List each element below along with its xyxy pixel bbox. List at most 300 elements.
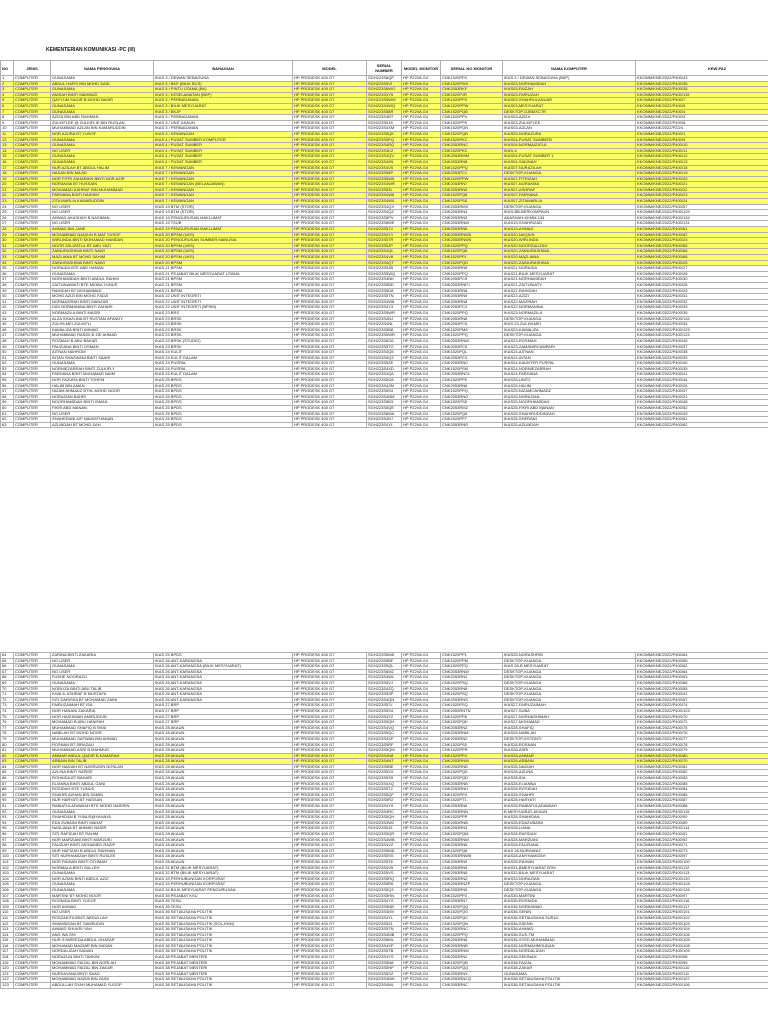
cell-kew-pa2: KKOMM/KNE/2022/P400/52 — [636, 406, 768, 412]
cell-kew-pa2: KKOMM/KNE/2022/P400/32 — [636, 299, 768, 305]
cell-no: 101 — [1, 859, 14, 865]
cell-serial-number: SGH223S4WR — [367, 182, 402, 188]
table-row — [1, 176, 768, 182]
cell-bahagian: IKAS 34 PERHUBUNGAN KORPORAT — [154, 882, 293, 888]
cell-kew-pa2: KKOMM/KNE/2022/P400/101 — [636, 910, 768, 916]
cell-no: 78 — [1, 731, 14, 737]
cell-jenis: COMPUTER — [14, 98, 51, 104]
cell-serial-number: SGH223S5TN — [367, 927, 402, 933]
cell-jenis: COMPUTER — [14, 949, 51, 955]
cell-no: 70 — [1, 686, 14, 692]
col-jenis: JENIS — [14, 61, 51, 76]
cell-model-monitor: HP P22VA G4 — [402, 137, 441, 143]
cell-bahagian: IKAS 26 ANT-KARANGSA — [154, 686, 293, 692]
cell-kew-pa2: KKOMM/KNE/2022/P400/108 — [636, 943, 768, 949]
cell-kew-pa2: KKOMM/KNE/2022/P400/80 — [636, 753, 768, 759]
cell-bahagian: IKAS 21 BPSM — [154, 266, 293, 272]
cell-model: HP PRODESK 400 G7 — [293, 837, 367, 843]
table-body-2 — [1, 653, 768, 989]
cell-kew-pa2: KKOMM/KNE/2022/P400/27 — [636, 266, 768, 272]
cell-model: HP PRODESK 400 G7 — [293, 282, 367, 288]
table-row — [1, 316, 768, 322]
cell-no: 105 — [1, 882, 14, 888]
cell-serial-no-monitor: CNK2053PC5 — [441, 344, 503, 350]
cell-bahagian: IKAS 28 AKAUN — [154, 731, 293, 737]
cell-serial-number: SGH223S53L — [367, 187, 402, 193]
cell-no: 69 — [1, 680, 14, 686]
cell-model: HP PRODESK 400 G7 — [293, 422, 367, 428]
cell-jenis: COMPUTER — [14, 131, 51, 137]
cell-nama-komputer: IKAS25-NORAZIAN — [503, 394, 636, 400]
cell-kew-pa2: KKOMM/KNE/2022/P400/33 — [636, 305, 768, 311]
cell-model: HP PRODESK 400 G7 — [293, 938, 367, 944]
cell-jenis: COMPUTER — [14, 176, 51, 182]
cell-nama-komputer: IKAS25-NOORHAMIDAH — [503, 400, 636, 406]
cell-kew-pa2: KKOMM/KNE/2022/P400/97 — [636, 893, 768, 899]
cell-jenis: COMPUTER — [14, 210, 51, 216]
cell-bahagian: IKAS 28 AKAUN — [154, 753, 293, 759]
cell-nama-komputer: IKAS22-AZIZI — [503, 294, 636, 300]
cell-serial-no-monitor: CNK2053RN6 — [441, 843, 503, 849]
cell-model: HP PRODESK 400 G7 — [293, 120, 367, 126]
cell-model: HP PRODESK 400 G7 — [293, 361, 367, 367]
cell-bahagian: IKAS 3 / PERBADANAN — [154, 98, 293, 104]
cell-serial-number: SGH223S6M2 — [367, 669, 402, 675]
cell-model-monitor: HP P22VA G4 — [402, 770, 441, 776]
cell-nama-pengguna: MUHAMMAD ASRI B MAHMUD — [51, 748, 154, 754]
cell-nama-pengguna: MAZLIANA BT MOHD SAHIM — [51, 255, 154, 261]
cell-jenis: COMPUTER — [14, 669, 51, 675]
cell-jenis: COMPUTER — [14, 422, 51, 428]
cell-model: HP PRODESK 400 G7 — [293, 165, 367, 171]
cell-nama-pengguna: GUNASAMA — [51, 154, 154, 160]
cell-nama-pengguna: AZIZA BIN ABD RAHMAN — [51, 115, 154, 121]
cell-no: 46 — [1, 327, 14, 333]
cell-nama-pengguna: NORLIZA BINTI ABU TALIB — [51, 686, 154, 692]
cell-no: 75 — [1, 714, 14, 720]
cell-nama-komputer: IKAS38-SEKINAH — [503, 955, 636, 961]
cell-serial-number: SGH223S51K — [367, 120, 402, 126]
cell-model-monitor: HP P22VA G4 — [402, 338, 441, 344]
cell-serial-no-monitor: CNK1520PQD — [441, 260, 503, 266]
cell-bahagian: IKAS 38 PEJABAT MENTERI — [154, 960, 293, 966]
cell-nama-pengguna: MOHAMAD MAZMIR BIN HASAN — [51, 943, 154, 949]
cell-serial-no-monitor: CNK1520PKC — [441, 137, 503, 143]
cell-jenis: COMPUTER — [14, 115, 51, 121]
cell-no: 59 — [1, 400, 14, 406]
cell-nama-pengguna: NASLIANA BT AHMAD NASIR — [51, 826, 154, 832]
cell-nama-komputer: GUNASAMA — [503, 971, 636, 977]
cell-bahagian: IKAS 28 AKAUN — [154, 787, 293, 793]
cell-kew-pa2: KKOMM/KNE/2022/P400/105 — [636, 938, 768, 944]
cell-serial-no-monitor: CNK1520PQD — [441, 776, 503, 782]
cell-nama-komputer: IKAS28-EDAZUBAINI — [503, 820, 636, 826]
cell-no: 85 — [1, 770, 14, 776]
cell-model: HP PRODESK 400 G7 — [293, 714, 367, 720]
cell-serial-no-monitor: CNK1520PPW — [441, 103, 503, 109]
cell-serial-number: SGH223S4YS — [367, 955, 402, 961]
cell-serial-no-monitor: CNK2053RN8 — [441, 299, 503, 305]
cell-serial-no-monitor: CNK2053RNCQ — [441, 977, 503, 983]
cell-serial-no-monitor: CNK1520PP5 — [441, 378, 503, 384]
cell-serial-number: SGH223S6ME — [367, 221, 402, 227]
cell-serial-number: SGH223S5NB — [367, 904, 402, 910]
cell-nama-pengguna: AHMAD SHUKRI YAH — [51, 927, 154, 933]
cell-bahagian: IKAS 28 AKAUN — [154, 736, 293, 742]
cell-kew-pa2: KKOMM/KNE/2022/P400/102 — [636, 915, 768, 921]
cell-serial-no-monitor: CNK1520PKC — [441, 148, 503, 154]
cell-nama-pengguna: ZAITUNIAWATI BTE MIOBA YUNUS — [51, 282, 154, 288]
cell-model: HP PRODESK 400 G7 — [293, 176, 367, 182]
cell-model-monitor: HP P22VA G4 — [402, 759, 441, 765]
cell-serial-no-monitor: CNK2053RN6 — [441, 938, 503, 944]
cell-nama-pengguna: GUNASAMA — [51, 109, 154, 115]
cell-jenis: COMPUTER — [14, 904, 51, 910]
cell-serial-number: SGH223S5QL — [367, 664, 402, 670]
cell-bahagian: IKAS 3 / UNIT AKAUN — [154, 120, 293, 126]
cell-bahagian: IKAS 25 BPDS — [154, 417, 293, 423]
cell-serial-number: SGH223S5D8 — [367, 288, 402, 294]
cell-jenis: COMPUTER — [14, 238, 51, 244]
cell-kew-pa2: KKOMM/KNE/2022/P400/64 — [636, 653, 768, 659]
cell-serial-no-monitor: CNK2053RN4 — [441, 210, 503, 216]
cell-kew-pa2: KKOMM/KNE/2022/P400/117 — [636, 904, 768, 910]
cell-model: HP PRODESK 400 G7 — [293, 400, 367, 406]
cell-kew-pa2: KKOMM/KNE/2022/P400/72 — [636, 720, 768, 726]
cell-nama-pengguna: ARBAIN BIN TALIB — [51, 759, 154, 765]
cell-nama-komputer: IKAS24-INTAN — [503, 355, 636, 361]
table-row — [1, 232, 768, 238]
cell-model: HP PRODESK 400 G7 — [293, 266, 367, 272]
cell-jenis: COMPUTER — [14, 159, 51, 165]
cell-kew-pa2: KKOMM/KNE/2022/P400/11 — [636, 148, 768, 154]
cell-bahagian: IKAS 7 / KEWANGAN — [154, 193, 293, 199]
cell-bahagian: IKAS 19 BTM (STOR) — [154, 210, 293, 216]
cell-serial-no-monitor: CNK2053RN5 — [441, 187, 503, 193]
cell-jenis: COMPUTER — [14, 943, 51, 949]
cell-model: HP PRODESK 400 G7 — [293, 798, 367, 804]
cell-nama-pengguna: ELIANNA BINTI ABDUL GANI — [51, 781, 154, 787]
cell-jenis: COMPUTER — [14, 299, 51, 305]
cell-kew-pa2: KKOMM/KNE/2022/P400/36 — [636, 81, 768, 87]
cell-no: 54 — [1, 372, 14, 378]
cell-jenis: COMPUTER — [14, 171, 51, 177]
cell-nama-pengguna: NABILAH BT MOHD NOOR — [51, 731, 154, 737]
cell-serial-number: SGH223S58R — [367, 109, 402, 115]
cell-model: HP PRODESK 400 G7 — [293, 865, 367, 871]
cell-kew-pa2: KKOMM/KNE/2022/P400/70 — [636, 714, 768, 720]
cell-serial-number: SGH223S5QF — [367, 792, 402, 798]
cell-serial-number: SGH223S6QP — [367, 76, 402, 82]
cell-jenis: COMPUTER — [14, 266, 51, 272]
cell-serial-number: SGH223S5TG — [367, 344, 402, 350]
cell-kew-pa2: KKOMM/KNE/2022/P400/22 — [636, 187, 768, 193]
cell-model: HP PRODESK 400 G7 — [293, 921, 367, 927]
cell-nama-komputer: IKAS04-PUSAT SUMBER2 — [503, 137, 636, 143]
cell-serial-no-monitor: CNK2053RN5 — [441, 887, 503, 893]
cell-no: 25 — [1, 210, 14, 216]
cell-model: HP PRODESK 400 G7 — [293, 171, 367, 177]
cell-model-monitor: HP P22VA G4 — [402, 736, 441, 742]
cell-no: 8 — [1, 115, 14, 121]
cell-bahagian: IKAS 7 / KEWANGAN — [154, 176, 293, 182]
cell-model-monitor: HP P22VA G4 — [402, 971, 441, 977]
cell-bahagian: IKAS 26 ANT-KARANGSA — [154, 692, 293, 698]
cell-serial-number: SGH223S4WQ — [367, 103, 402, 109]
cell-model-monitor: HP P22VA G4 — [402, 366, 441, 372]
cell-serial-no-monitor: CNK2053PC3 — [441, 355, 503, 361]
cell-jenis: COMPUTER — [14, 865, 51, 871]
cell-serial-number: SGH223S5T2 — [367, 787, 402, 793]
cell-model-monitor: HP P22VA G4 — [402, 355, 441, 361]
cell-model-monitor: HP P22VA G4 — [402, 322, 441, 328]
cell-model-monitor: HP P22VA G4 — [402, 232, 441, 238]
cell-model-monitor: HP P22VA G4 — [402, 658, 441, 664]
cell-serial-number: SGH223S53B — [367, 266, 402, 272]
cell-model: HP PRODESK 400 G7 — [293, 383, 367, 389]
cell-nama-komputer: IKAS28-AMMAR — [503, 753, 636, 759]
cell-nama-komputer: IKAS25-UNIT2 — [503, 378, 636, 384]
cell-model: HP PRODESK 400 G7 — [293, 859, 367, 865]
cell-model-monitor: HP P22VA G4 — [402, 176, 441, 182]
cell-jenis: COMPUTER — [14, 394, 51, 400]
cell-model: HP PRODESK 400 G7 — [293, 327, 367, 333]
cell-bahagian: IKAS 23 BRS — [154, 310, 293, 316]
cell-bahagian: IKAS 4 / PUSAT SUMBER — [154, 143, 293, 149]
cell-serial-number: SGH223S4QV — [367, 154, 402, 160]
cell-serial-number: SGH223S4Q5 — [367, 350, 402, 356]
col-model: MODEL — [293, 61, 367, 76]
cell-serial-number: SGH223S5JP — [367, 243, 402, 249]
cell-nama-komputer: IKAS03-AZIZA — [503, 115, 636, 121]
cell-nama-pengguna: NORAZIAN BAHRI — [51, 394, 154, 400]
cell-jenis: COMPUTER — [14, 680, 51, 686]
cell-model: HP PRODESK 400 G7 — [293, 697, 367, 703]
cell-bahagian: IKAS 26 ANT-KARANGSA — [154, 697, 293, 703]
cell-jenis: COMPUTER — [14, 960, 51, 966]
cell-no: 41 — [1, 299, 14, 305]
cell-serial-number: SGH223S5SP — [367, 692, 402, 698]
cell-serial-no-monitor: CNK1520PQL — [441, 350, 503, 356]
cell-jenis: COMPUTER — [14, 294, 51, 300]
cell-nama-komputer: IKAS25-HALIM — [503, 383, 636, 389]
cell-bahagian: IKAS 3 / PERBADANAN — [154, 126, 293, 132]
cell-jenis: COMPUTER — [14, 221, 51, 227]
cell-model: HP PRODESK 400 G7 — [293, 288, 367, 294]
cell-bahagian: IKAS 38 PEJABAT MENTERI — [154, 955, 293, 961]
cell-serial-number: SGH223S5VS — [367, 871, 402, 877]
cell-no: 65 — [1, 658, 14, 664]
cell-serial-no-monitor: CNK1520PPR — [441, 748, 503, 754]
cell-nama-komputer: IKAS23-ZAMANIRCAMPARI — [503, 344, 636, 350]
cell-nama-komputer: IKAS24-NORNIEZARRAH — [503, 366, 636, 372]
cell-jenis: COMPUTER — [14, 199, 51, 205]
cell-nama-pengguna: RABIATULADAWIAH BTE MOHD NASIRIN — [51, 804, 154, 810]
cell-kew-pa2: KKOMM/KNE/2022/P400/30 — [636, 277, 768, 283]
cell-no: 119 — [1, 960, 14, 966]
cell-no: 23 — [1, 199, 14, 205]
cell-jenis: COMPUTER — [14, 143, 51, 149]
cell-nama-pengguna: ROSNAN BT SIRAZALI — [51, 742, 154, 748]
cell-serial-no-monitor: CNK1520PQQ — [441, 966, 503, 972]
cell-bahagian: IKAS 7 / KEWANGAN — [154, 187, 293, 193]
cell-nama-komputer: IKAS23-NORMAZILA — [503, 310, 636, 316]
cell-serial-no-monitor: CNK2053RN5 — [441, 266, 503, 272]
cell-serial-number: SGH223S6ZE — [367, 361, 402, 367]
cell-no: 6 — [1, 103, 14, 109]
cell-model: HP PRODESK 400 G7 — [293, 742, 367, 748]
cell-jenis: COMPUTER — [14, 736, 51, 742]
cell-kew-pa2: KKOMM/KNE/2022/P400/9 — [636, 137, 768, 143]
cell-serial-no-monitor: CNK1520PM8 — [441, 327, 503, 333]
cell-serial-no-monitor: CNK2053PC5 — [441, 277, 503, 283]
cell-nama-pengguna: NO USER — [51, 148, 154, 154]
cell-serial-no-monitor: CNK2053RN7 — [441, 899, 503, 905]
cell-bahagian: IKAS 28 AKAUN — [154, 820, 293, 826]
cell-model: HP PRODESK 400 G7 — [293, 299, 367, 305]
table-row — [1, 753, 768, 759]
sheet-title: KEMENTERIAN KOMUNIKASI -PC (I/I) — [46, 47, 136, 53]
cell-jenis: COMPUTER — [14, 322, 51, 328]
cell-no: 31 — [1, 243, 14, 249]
cell-bahagian: IKAS 36 SETIAUSAHA POLITIK — [154, 927, 293, 933]
cell-bahagian: IKAS 25 BPDS — [154, 400, 293, 406]
cell-nama-pengguna: NOOR ZALIZATUL BT ABU YAZI — [51, 243, 154, 249]
cell-nama-komputer: IKAS19-SHAHRIZAD — [503, 221, 636, 227]
cell-model: HP PRODESK 400 G7 — [293, 232, 367, 238]
cell-nama-komputer: IKAS27-NORHASHIMAH — [503, 714, 636, 720]
cell-nama-komputer: IKAS28-RABIATULADAWIAH — [503, 804, 636, 810]
cell-no: 10 — [1, 126, 14, 132]
cell-kew-pa2: KKOMM/KNE/2022/P400/90 — [636, 815, 768, 821]
cell-bahagian: IKAS 4 / PUSAT SUMBER — [154, 154, 293, 160]
cell-bahagian: IKAS 22 UNIT INTEGRITI — [154, 294, 293, 300]
cell-serial-number: SGH223S4Y2 — [367, 714, 402, 720]
cell-bahagian: IKAS 28 AKAUN — [154, 832, 293, 838]
cell-jenis: COMPUTER — [14, 255, 51, 261]
cell-no: 107 — [1, 893, 14, 899]
cell-serial-no-monitor: CNK1520PPQ — [441, 389, 503, 395]
cell-serial-number: SGH223S5XX — [367, 770, 402, 776]
cell-nama-pengguna: MUHAMMAD SHAFIQ B SHAI — [51, 725, 154, 731]
cell-nama-pengguna: QAYYUM SAGIR B MOHD NASIR — [51, 98, 154, 104]
cell-model-monitor: HP P22VA G4 — [402, 120, 441, 126]
cell-no: 50 — [1, 350, 14, 356]
cell-jenis: COMPUTER — [14, 344, 51, 350]
cell-model: HP PRODESK 400 G7 — [293, 792, 367, 798]
cell-bahagian: IKAS 20 BPSM (UKS) — [154, 249, 293, 255]
cell-bahagian: IKAS 25 BPDS — [154, 394, 293, 400]
cell-jenis: COMPUTER — [14, 776, 51, 782]
cell-nama-komputer: IKAS19-AHMAD — [503, 227, 636, 233]
cell-serial-number: SGH223S4XP — [367, 736, 402, 742]
cell-model-monitor: HP P22VA G4 — [402, 126, 441, 132]
cell-model: HP PRODESK 400 G7 — [293, 322, 367, 328]
cell-nama-pengguna: FIKRI ABD MANAN — [51, 406, 154, 412]
cell-kew-pa2: KKOMM/KNE/2022/P400/75 — [636, 725, 768, 731]
cell-no: 71 — [1, 692, 14, 698]
cell-model-monitor: HP P22VA G4 — [402, 394, 441, 400]
table-row — [1, 736, 768, 742]
cell-serial-number: SGH223S5BF — [367, 658, 402, 664]
cell-model: HP PRODESK 400 G7 — [293, 899, 367, 905]
cell-serial-no-monitor: CNK1520PP4 — [441, 792, 503, 798]
cell-serial-number: SGH223S5QK — [367, 131, 402, 137]
cell-nama-pengguna: AMMAR ABDUL QADIR B KAMARAH — [51, 753, 154, 759]
cell-jenis: COMPUTER — [14, 327, 51, 333]
cell-jenis: COMPUTER — [14, 389, 51, 395]
cell-serial-number: SGH223S5B3 — [367, 400, 402, 406]
table-row — [1, 120, 768, 126]
cell-nama-pengguna: NOR FAZURA BINTI TOHEM — [51, 378, 154, 384]
cell-serial-no-monitor: CNK2053RNCL — [441, 372, 503, 378]
cell-serial-number: SGH223S5Q3 — [367, 887, 402, 893]
cell-kew-pa2: KKOMM/KNE/2022/P400/70 — [636, 759, 768, 765]
cell-kew-pa2: KKOMM/KNE/2022/P400/38 — [636, 350, 768, 356]
cell-serial-number: SGH223S4QL — [367, 249, 402, 255]
cell-nama-pengguna: EDA ZUBAINI BINTI MAHAT — [51, 820, 154, 826]
cell-no: 66 — [1, 664, 14, 670]
cell-model-monitor: HP P22VA G4 — [402, 417, 441, 423]
cell-jenis: COMPUTER — [14, 316, 51, 322]
cell-kew-pa2: KKOMM/KNE/2022/P400/25 — [636, 260, 768, 266]
cell-model-monitor: HP P22VA G4 — [402, 406, 441, 412]
cell-serial-no-monitor: CNK2053RN7 — [441, 182, 503, 188]
table-row — [1, 422, 768, 428]
cell-no: 48 — [1, 338, 14, 344]
cell-serial-no-monitor: CNK1520PSQ — [441, 680, 503, 686]
cell-serial-number: SGH223S4XM — [367, 126, 402, 132]
cell-no: 68 — [1, 675, 14, 681]
cell-nama-komputer: IKAS28-NADIAH — [503, 764, 636, 770]
cell-model: HP PRODESK 400 G7 — [293, 238, 367, 244]
cell-serial-no-monitor: CNK1520PPQ — [441, 333, 503, 339]
cell-model-monitor: HP P22VA G4 — [402, 720, 441, 726]
cell-nama-pengguna: ABDUL HAFIS BIN MOHD SAID — [51, 81, 154, 87]
cell-bahagian: IKAS 7 / KEWANGAN — [154, 165, 293, 171]
cell-model-monitor: HP P22VA G4 — [402, 882, 441, 888]
cell-model-monitor: HP P22VA G4 — [402, 255, 441, 261]
cell-no: 44 — [1, 316, 14, 322]
cell-kew-pa2: KKOMM/KNE/2022/P400/111 — [636, 971, 768, 977]
cell-serial-number: SGH223S5VJ — [367, 680, 402, 686]
cell-serial-no-monitor: CNK2053RNC — [441, 143, 503, 149]
pc-inventory-table-2 — [0, 652, 768, 989]
cell-model-monitor: HP P22VA G4 — [402, 955, 441, 961]
cell-bahagian: IKAS 28 AKAUN — [154, 804, 293, 810]
cell-nama-pengguna: NO USER — [51, 221, 154, 227]
cell-model: HP PRODESK 400 G7 — [293, 680, 367, 686]
cell-serial-number: SGH223S5TK — [367, 859, 402, 865]
cell-no: 58 — [1, 394, 14, 400]
cell-bahagian: IKAS 7 / KEWANGAN — [154, 171, 293, 177]
cell-model: HP PRODESK 400 G7 — [293, 854, 367, 860]
cell-model-monitor: HP P22VA G4 — [402, 148, 441, 154]
cell-kew-pa2: KKOMM/KNE/2022/P400/39 — [636, 355, 768, 361]
cell-jenis: COMPUTER — [14, 832, 51, 838]
cell-nama-komputer: IKAS27-SUBA — [503, 708, 636, 714]
cell-nama-pengguna: ROSZAKITA BINTI ABDULLAH — [51, 915, 154, 921]
cell-nama-komputer: IKAS20-NOORZALIZAH — [503, 243, 636, 249]
cell-model-monitor: HP P22VA G4 — [402, 871, 441, 877]
cell-nama-pengguna: ZAINURASHIMA BINTI NAWI — [51, 249, 154, 255]
cell-serial-number: SGH223S4QN — [367, 697, 402, 703]
cell-serial-no-monitor: CNK2053RNC — [441, 983, 503, 989]
cell-kew-pa2: KKOMM/KNE/2022/P400/79 — [636, 748, 768, 754]
cell-model: HP PRODESK 400 G7 — [293, 703, 367, 709]
cell-bahagian: IKAS 36 SETIAUSAHA POLITIK — [154, 943, 293, 949]
cell-no: 64 — [1, 653, 14, 659]
